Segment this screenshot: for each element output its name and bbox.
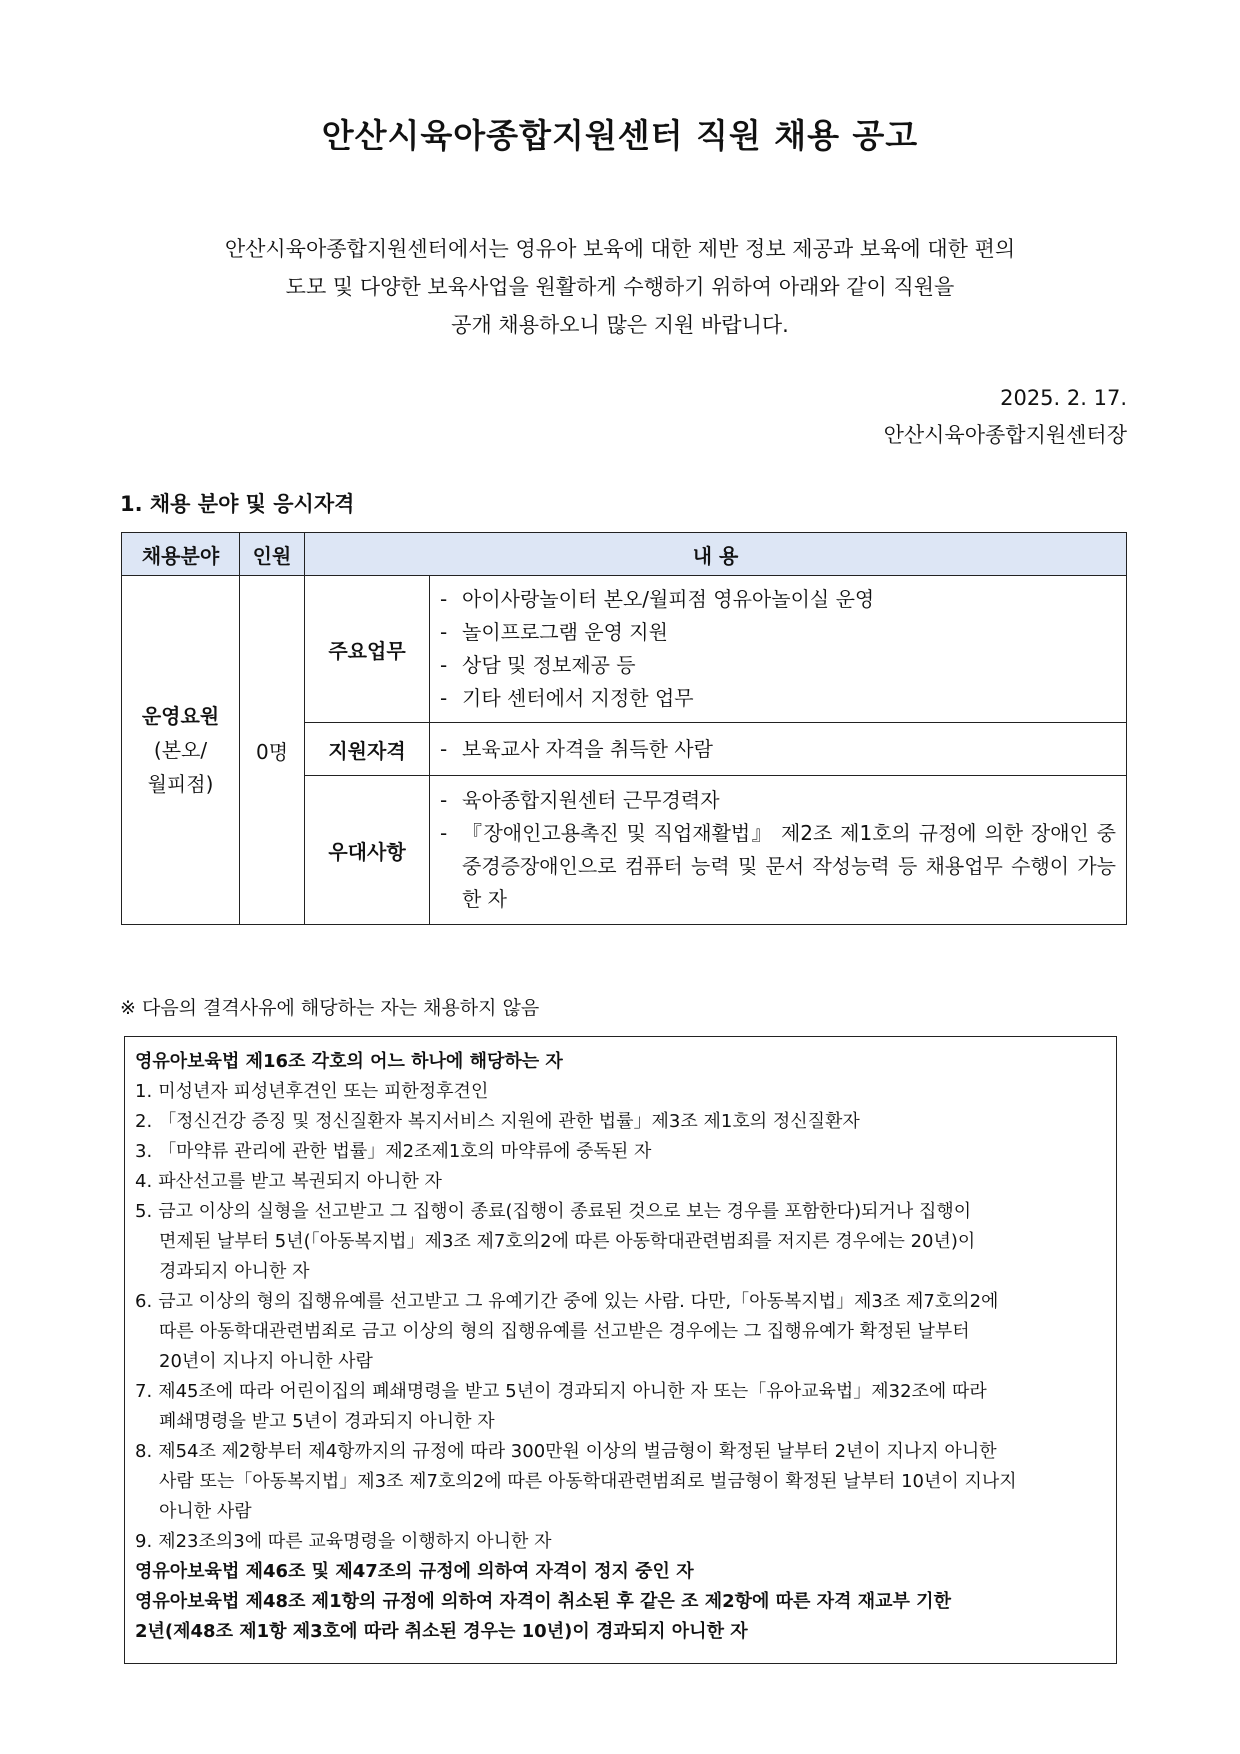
list-item-text: 「정신건강 증징 및 정신질환자 복지서비스 지원에 관한 법률」제3조 제1호의 정신질환자 <box>158 1111 860 1132</box>
section-heading: 1. 채용 분야 및 응시자격 <box>120 492 355 516</box>
list-item-number: 1. <box>135 1081 153 1102</box>
list-item <box>135 1197 1106 1287</box>
list-item-text: 「마약류 관리에 관한 법률」제2조제1호의 마약류에 중독된 자 <box>158 1141 652 1162</box>
list-item-first-line <box>135 1437 1106 1467</box>
announcement-date: 2025. 2. 17. <box>1000 386 1127 410</box>
list-item <box>135 1527 1106 1557</box>
header-field: 채용분야 <box>122 533 240 576</box>
list-item <box>440 616 1116 649</box>
disqualification-heading: 영유아보육법 제16조 각호의 어느 하나에 해당하는 자 <box>135 1051 563 1072</box>
table-row <box>122 576 1127 723</box>
list-item-continuation <box>135 1227 1106 1257</box>
list-item-first-line <box>135 1197 1106 1227</box>
list-item-text: 제45조에 따라 어린이집의 폐쇄명령을 받고 5년이 경과되지 아니한 자 또는「유아교육법」제32조에 따라 <box>158 1381 987 1402</box>
preference-text: 육아종합지원센터 근무경력자 <box>462 788 720 812</box>
list-item-text: 사람 또는「아동복지법」제3조 제7호의2에 따른 아동학대관련범죄로 벌금형이 확정된 날부터 10년이 지나지 <box>159 1471 1017 1492</box>
list-item <box>135 1437 1106 1527</box>
duty-text: 놀이프로그램 운영 지원 <box>462 620 668 644</box>
preference-text: 『장애인고용촉진 및 직업재활법』 제2조 제1호의 규정에 의한 장애인 중 중경증장애인으로 컴퓨터 능력 및 문서 작성능력 등 채용업무 수행이 가능한 자 <box>462 821 1116 911</box>
qualification-cell <box>430 723 1127 776</box>
list-item <box>440 784 1116 817</box>
list-item-number: 3. <box>135 1141 153 1162</box>
bullet-dash: - <box>440 736 448 761</box>
list-item <box>135 1377 1106 1437</box>
disqualification-box <box>124 1036 1117 1664</box>
bullet-dash: - <box>440 788 448 812</box>
list-item-continuation <box>135 1467 1106 1497</box>
duty-text: 상담 및 정보제공 등 <box>462 653 636 677</box>
list-item-first-line <box>135 1077 1106 1107</box>
list-item-first-line <box>135 1287 1106 1317</box>
count-cell: 0명 <box>240 576 305 925</box>
list-item-first-line <box>135 1107 1106 1137</box>
list-item-first-line <box>135 1137 1106 1167</box>
field-cell <box>122 576 240 925</box>
intro-line: 공개 채용하오니 많은 지원 바랍니다. <box>451 313 789 337</box>
table-header-row <box>122 533 1127 576</box>
intro-line: 안산시육아종합지원센터에서는 영유아 보육에 대한 제반 정보 제공과 보육에 대한 편의 <box>224 237 1016 261</box>
list-item-text: 아니한 사람 <box>159 1501 252 1522</box>
list-item-number: 8. <box>135 1441 153 1462</box>
list-item-number: 4. <box>135 1171 153 1192</box>
header-count: 인원 <box>240 533 305 576</box>
list-item-number: 6. <box>135 1291 153 1312</box>
row-label-duties: 주요업무 <box>305 576 430 723</box>
list-item-first-line <box>135 1167 1106 1197</box>
list-item <box>440 817 1116 916</box>
list-item <box>440 583 1116 616</box>
list-item-continuation <box>135 1497 1106 1527</box>
list-item-continuation <box>135 1407 1106 1437</box>
list-item-first-line <box>135 1377 1106 1407</box>
field-location: 월피점) <box>147 772 214 796</box>
list-item <box>135 1077 1106 1107</box>
list-item-text: 파산선고를 받고 복권되지 아니한 자 <box>158 1171 442 1192</box>
list-item-text: 미성년자 피성년후견인 또는 피한정후견인 <box>158 1081 489 1102</box>
bullet-dash: - <box>440 821 448 845</box>
field-location: (본오/ <box>153 738 208 762</box>
list-item-number: 9. <box>135 1531 153 1552</box>
disqualification-footer-line: 영유아보육법 제48조 제1항의 규정에 의하여 자격이 취소된 후 같은 조 제2항에 따른 자격 재교부 기한 <box>135 1591 951 1612</box>
issuer-name: 안산시육아종합지원센터장 <box>883 423 1127 447</box>
bullet-dash: - <box>440 686 448 710</box>
list-item <box>440 649 1116 682</box>
duty-text: 아이사랑놀이터 본오/월피점 영유아놀이실 운영 <box>462 587 875 611</box>
list-item <box>135 1107 1106 1137</box>
preference-cell <box>430 776 1127 925</box>
list-item-text: 제23조의3에 따른 교육명령을 이행하지 아니한 자 <box>158 1531 552 1552</box>
list-item-continuation <box>135 1317 1106 1347</box>
list-item-text: 폐쇄명령을 받고 5년이 경과되지 아니한 자 <box>159 1411 495 1432</box>
list-item-text: 따른 아동학대관련범죄로 금고 이상의 형의 집행유예를 선고받은 경우에는 그 집행유예가 확정된 날부터 <box>159 1321 970 1342</box>
list-item-text: 면제된 날부터 5년(「아동복지법」제3조 제7호의2에 따른 아동학대관련범죄를 저지른 경우에는 20년)이 <box>159 1231 976 1252</box>
list-item-first-line <box>135 1527 1106 1557</box>
date-issuer-block <box>884 380 1127 454</box>
list-item <box>135 1137 1106 1167</box>
header-content: 내 용 <box>305 533 1127 576</box>
qualification-text: 보육교사 자격을 취득한 사람 <box>462 736 713 761</box>
bullet-dash: - <box>440 620 448 644</box>
list-item-text: 금고 이상의 실형을 선고받고 그 집행이 종료(집행이 종료된 것으로 보는 경우를 포함한다)되거나 집행이 <box>158 1201 972 1222</box>
list-item-text: 경과되지 아니한 자 <box>159 1261 310 1282</box>
disqualification-footer-line: 영유아보육법 제46조 및 제47조의 규정에 의하여 자격이 정지 중인 자 <box>135 1561 694 1582</box>
field-name: 운영요원 <box>141 704 220 728</box>
page-title: 안산시육아종합지원센터 직원 채용 공고 <box>321 116 919 155</box>
duty-text: 기타 센터에서 지정한 업무 <box>462 686 694 710</box>
row-label-qualification: 지원자격 <box>305 723 430 776</box>
recruitment-table <box>121 532 1127 925</box>
list-item-text: 20년이 지나지 아니한 사람 <box>159 1351 373 1372</box>
duties-cell <box>430 576 1127 723</box>
list-item-continuation <box>135 1347 1106 1377</box>
list-item-number: 5. <box>135 1201 153 1222</box>
list-item <box>440 682 1116 715</box>
list-item-continuation <box>135 1257 1106 1287</box>
intro-line: 도모 및 다양한 보육사업을 원활하게 수행하기 위하여 아래와 같이 직원을 <box>285 275 955 299</box>
list-item-text: 금고 이상의 형의 집행유예를 선고받고 그 유예기간 중에 있는 사람. 다만,「아동복지법」제3조 제7호의2에 <box>158 1291 999 1312</box>
intro-paragraph <box>120 230 1120 344</box>
list-item <box>135 1167 1106 1197</box>
row-label-preference: 우대사항 <box>305 776 430 925</box>
disqualification-note: ※ 다음의 결격사유에 해당하는 자는 채용하지 않음 <box>120 997 540 1019</box>
bullet-dash: - <box>440 653 448 677</box>
list-item-text: 제54조 제2항부터 제4항까지의 규정에 따라 300만원 이상의 벌금형이 확정된 날부터 2년이 지나지 아니한 <box>158 1441 997 1462</box>
list-item <box>440 733 1116 766</box>
list-item-number: 7. <box>135 1381 153 1402</box>
list-item <box>135 1287 1106 1377</box>
bullet-dash: - <box>440 587 448 611</box>
list-item-number: 2. <box>135 1111 153 1132</box>
disqualification-footer-line: 2년(제48조 제1항 제3호에 따라 취소된 경우는 10년)이 경과되지 아니한 자 <box>135 1621 748 1642</box>
disqualification-list <box>135 1077 1106 1557</box>
